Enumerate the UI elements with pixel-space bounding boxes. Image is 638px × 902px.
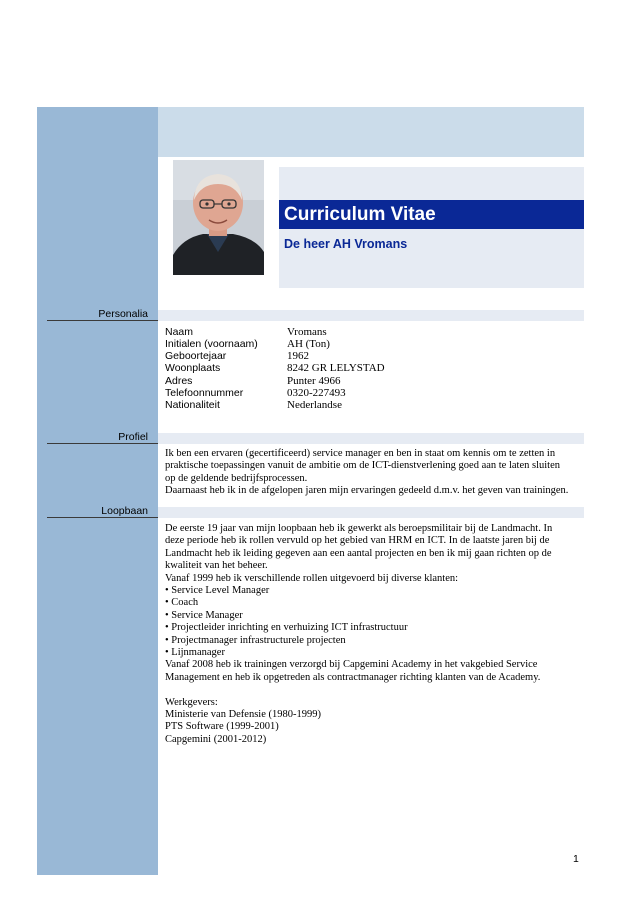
section-label-personalia: Personalia <box>98 308 148 320</box>
page-number: 1 <box>573 853 579 865</box>
personalia-value: 1962 <box>287 350 309 362</box>
loopbaan-band <box>158 507 584 518</box>
profiel-text <box>165 448 583 498</box>
list-item: • Lijnmanager <box>165 647 225 659</box>
personalia-label: Nationaliteit <box>165 399 220 411</box>
personalia-label: Telefoonnummer <box>165 387 244 399</box>
personalia-value: Vromans <box>287 326 327 338</box>
personalia-label: Initialen (voornaam) <box>165 338 258 350</box>
personalia-value: Punter 4966 <box>287 375 341 387</box>
personalia-label: Adres <box>165 375 193 387</box>
loopbaan-text <box>165 523 583 746</box>
text-line: De eerste 19 jaar van mijn loopbaan heb ik gewerkt als beroepsmilitair bij de Landmacht. In <box>165 523 553 534</box>
text-line: Ik ben een ervaren (gecertificeerd) service manager en ben in staat om kennis om te zetten in <box>165 448 556 459</box>
personalia-value: 0320-227493 <box>287 387 346 399</box>
text-line: Vanaf 2008 heb ik trainingen verzorgd bij Capgemini Academy in het vakgebied Service <box>165 659 538 671</box>
profiel-band <box>158 433 584 444</box>
section-divider <box>47 517 158 518</box>
personalia-value: AH (Ton) <box>287 338 330 350</box>
personalia-value: Nederlandse <box>287 399 342 411</box>
employer-item: Capgemini (2001-2012) <box>165 733 267 745</box>
text-line: Werkgevers: <box>165 696 218 708</box>
section-divider <box>47 320 158 321</box>
list-item: • Projectmanager infrastructurele projecten <box>165 634 346 646</box>
section-label-profiel: Profiel <box>118 431 148 443</box>
list-item: • Projectleider inrichting en verhuizing ICT infrastructuur <box>165 622 408 634</box>
text-line: Management en heb ik opgetreden als contractmanager richting klanten van de Academy. <box>165 671 541 683</box>
list-item: • Service Manager <box>165 609 243 621</box>
text-line: praktische toepassingen vanuit de ambitie om de ICT-dienstverlening goed aan te laten sluiten <box>165 460 561 472</box>
personalia-label: Naam <box>165 326 194 338</box>
text-line: op de geldende bedrijfsprocessen. <box>165 472 308 484</box>
list-item: • Coach <box>165 597 199 609</box>
text-line: kwaliteit van het beheer. <box>165 560 268 572</box>
text-line: deze periode heb ik rollen vervuld op het gebied van HRM en ICT. In de laatste jaren bij de <box>165 535 550 547</box>
profile-photo <box>173 160 264 275</box>
list-item: • Service Level Manager <box>165 585 270 597</box>
section-divider <box>47 443 158 444</box>
personalia-band <box>158 310 584 321</box>
employer-item: PTS Software (1999-2001) <box>165 721 279 733</box>
candidate-name: De heer AH Vromans <box>284 237 408 251</box>
header-band <box>158 107 584 157</box>
personalia-value: 8242 GR LELYSTAD <box>287 362 385 374</box>
section-label-loopbaan: Loopbaan <box>101 505 148 517</box>
text-line: Vanaf 1999 heb ik verschillende rollen uitgevoerd bij diverse klanten: <box>165 572 459 584</box>
personalia-label: Geboortejaar <box>165 350 227 362</box>
employer-item: Ministerie van Defensie (1980-1999) <box>165 709 321 721</box>
page-title: Curriculum Vitae <box>284 204 436 225</box>
blank-line <box>165 684 583 696</box>
text-line: Landmacht heb ik leiding gegeven aan een aantal projecten en ben ik mij gaan richten op de <box>165 547 552 559</box>
text-line: Daarnaast heb ik in de afgelopen jaren mijn ervaringen gedeeld d.m.v. het geven van trainingen. <box>165 485 569 497</box>
left-sidebar <box>37 107 158 875</box>
personalia-label: Woonplaats <box>165 362 221 374</box>
